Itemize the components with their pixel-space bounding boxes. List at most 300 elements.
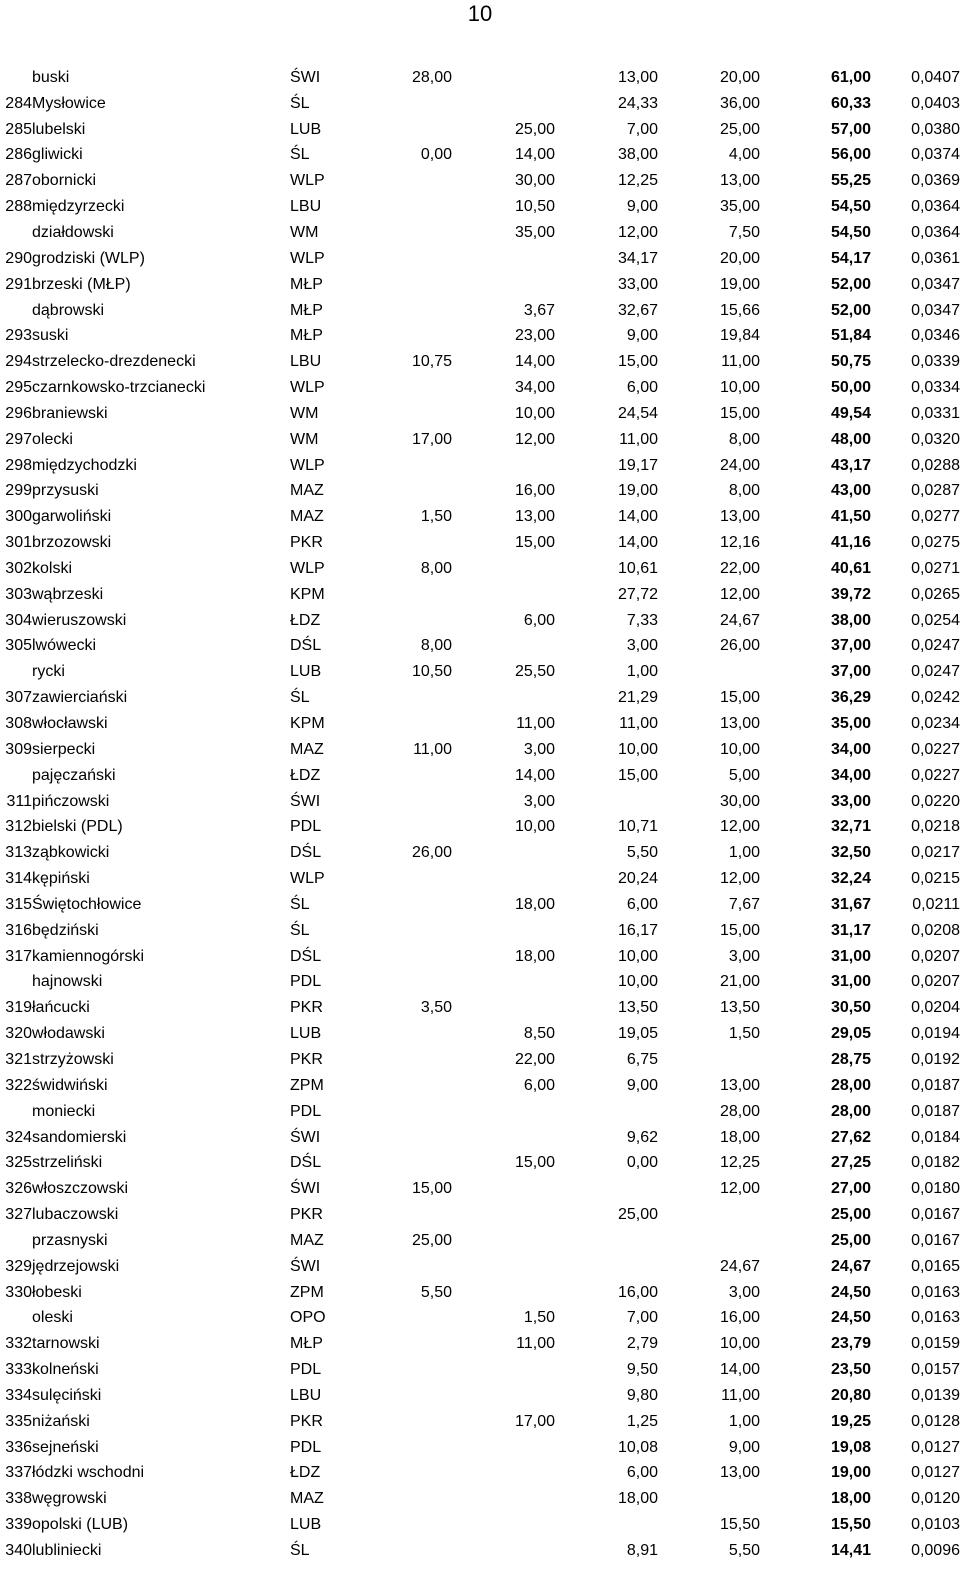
region-code-cell: DŚL: [290, 844, 322, 862]
value-3-cell: 9,50: [626, 1361, 658, 1379]
region-code-cell: WM: [290, 430, 319, 448]
rank-cell: [0, 1306, 32, 1332]
county-name-cell: lubaczowski: [32, 1206, 119, 1224]
value-3-cell: 13,00: [617, 68, 658, 86]
table-row: [0, 918, 960, 944]
region-code-cell: ŚWI: [290, 1180, 321, 1198]
region-code-cell: WLP: [290, 870, 325, 888]
value-4-cell: 24,67: [719, 1257, 760, 1275]
rank-cell: 313: [5, 844, 32, 862]
share-cell: 0,0139: [911, 1386, 960, 1404]
value-1-cell: 8,00: [420, 559, 452, 577]
county-name-cell: buski: [32, 68, 70, 86]
value-1-cell: [395, 1073, 452, 1099]
value-4-cell: 18,00: [719, 1128, 760, 1146]
value-2-cell: [452, 918, 555, 944]
value-4-cell: 19,00: [719, 275, 760, 293]
value-1-cell: 3,50: [420, 999, 452, 1017]
region-code-cell: PDL: [290, 1438, 322, 1456]
table-row: [0, 375, 960, 401]
total-cell: 35,00: [830, 715, 871, 733]
value-4-cell: 30,00: [719, 792, 760, 810]
region-code-cell: ZPM: [290, 1076, 324, 1094]
share-cell: 0,0234: [911, 715, 960, 733]
rank-cell: [0, 1228, 32, 1254]
value-1-cell: 0,00: [420, 146, 452, 164]
value-2-cell: [452, 1512, 555, 1538]
total-cell: 61,00: [830, 68, 871, 86]
table-row: [0, 1435, 960, 1461]
total-cell: 37,00: [830, 663, 871, 681]
value-2-cell: 22,00: [514, 1050, 555, 1068]
rank-cell: 316: [5, 921, 32, 939]
table-row: [0, 479, 960, 505]
share-cell: 0,0208: [911, 921, 960, 939]
table-row: [0, 763, 960, 789]
value-3-cell: 7,00: [626, 120, 658, 138]
share-cell: 0,0103: [911, 1516, 960, 1534]
value-4-cell: 13,00: [719, 172, 760, 190]
value-3-cell: 14,00: [617, 508, 658, 526]
share-cell: 0,0120: [911, 1490, 960, 1508]
table-row: [0, 349, 960, 375]
value-3-cell: 9,00: [626, 327, 658, 345]
share-cell: 0,0287: [911, 482, 960, 500]
share-cell: 0,0247: [911, 637, 960, 655]
value-2-cell: [452, 91, 555, 117]
value-3-cell: 20,24: [617, 870, 658, 888]
county-name-cell: sandomierski: [32, 1128, 127, 1146]
value-2-cell: [452, 1461, 555, 1487]
value-4-cell: 7,67: [728, 895, 760, 913]
rank-cell: 320: [5, 1025, 32, 1043]
share-cell: 0,0187: [911, 1076, 960, 1094]
county-name-cell: włocławski: [32, 715, 108, 733]
share-cell: 0,0207: [911, 973, 960, 991]
region-code-cell: MŁP: [290, 275, 323, 293]
table-row: [0, 789, 960, 815]
share-cell: 0,0167: [911, 1231, 960, 1249]
county-name-cell: bielski (PDL): [32, 818, 123, 836]
value-1-cell: [395, 608, 452, 634]
value-1-cell: [395, 375, 452, 401]
county-name-cell: międzyrzecki: [32, 198, 125, 216]
county-name-cell: będziński: [32, 921, 99, 939]
rank-cell: 291: [5, 275, 32, 293]
county-name-cell: obornicki: [32, 172, 97, 190]
share-cell: 0,0128: [911, 1412, 960, 1430]
table-row: [0, 530, 960, 556]
value-2-cell: [452, 1125, 555, 1151]
value-3-cell: 16,17: [617, 921, 658, 939]
rank-cell: 339: [5, 1516, 32, 1534]
value-2-cell: 18,00: [514, 947, 555, 965]
value-3-cell: [555, 1254, 658, 1280]
share-cell: 0,0277: [911, 508, 960, 526]
county-name-cell: sulęciński: [32, 1386, 102, 1404]
region-code-cell: MAZ: [290, 508, 324, 526]
county-name-cell: brzozowski: [32, 534, 112, 552]
value-2-cell: 12,00: [514, 430, 555, 448]
region-code-cell: WM: [290, 223, 319, 241]
rank-cell: [0, 1099, 32, 1125]
share-cell: 0,0180: [911, 1180, 960, 1198]
total-cell: 43,17: [830, 456, 871, 474]
rank-cell: 290: [5, 249, 32, 267]
value-1-cell: 10,50: [411, 663, 452, 681]
region-code-cell: ŁDZ: [290, 766, 321, 784]
region-code-cell: DŚL: [290, 637, 322, 655]
value-4-cell: 35,00: [719, 198, 760, 216]
county-name-cell: moniecki: [32, 1102, 96, 1120]
table-row: [0, 1280, 960, 1306]
value-3-cell: 10,00: [617, 973, 658, 991]
value-2-cell: 13,00: [514, 508, 555, 526]
table-row: [0, 1538, 960, 1564]
share-cell: 0,0288: [911, 456, 960, 474]
value-2-cell: [452, 970, 555, 996]
total-cell: 60,33: [830, 94, 871, 112]
value-3-cell: 25,00: [617, 1206, 658, 1224]
value-2-cell: 3,00: [523, 740, 555, 758]
county-name-cell: włodawski: [32, 1025, 105, 1043]
share-cell: 0,0204: [911, 999, 960, 1017]
county-name-cell: pińczowski: [32, 792, 110, 810]
total-cell: 41,50: [830, 508, 871, 526]
total-cell: 34,00: [830, 766, 871, 784]
county-name-cell: wieruszowski: [32, 611, 127, 629]
value-4-cell: [658, 1228, 760, 1254]
rank-cell: 297: [5, 430, 32, 448]
rank-cell: 319: [5, 999, 32, 1017]
value-4-cell: 8,00: [728, 482, 760, 500]
value-4-cell: 13,00: [719, 715, 760, 733]
county-name-cell: lwówecki: [32, 637, 97, 655]
value-3-cell: 1,25: [626, 1412, 658, 1430]
value-2-cell: 16,00: [514, 482, 555, 500]
table-row: [0, 866, 960, 892]
table-row: [0, 1021, 960, 1047]
value-1-cell: [395, 168, 452, 194]
value-4-cell: 10,00: [719, 1335, 760, 1353]
value-1-cell: 17,00: [411, 430, 452, 448]
table-row: [0, 995, 960, 1021]
value-1-cell: [395, 91, 452, 117]
value-1-cell: [395, 1383, 452, 1409]
value-1-cell: [395, 246, 452, 272]
total-cell: 32,50: [830, 844, 871, 862]
rank-cell: 315: [5, 895, 32, 913]
total-cell: 57,00: [830, 120, 871, 138]
region-code-cell: ŚL: [290, 921, 310, 939]
region-code-cell: KPM: [290, 715, 325, 733]
rank-cell: 302: [5, 559, 32, 577]
value-4-cell: [658, 659, 760, 685]
value-3-cell: 15,00: [617, 766, 658, 784]
rank-cell: 334: [5, 1386, 32, 1404]
share-cell: 0,0217: [911, 844, 960, 862]
table-row: [0, 608, 960, 634]
rank-cell: 338: [5, 1490, 32, 1508]
county-name-cell: kamiennogórski: [32, 947, 145, 965]
rank-cell: 321: [5, 1050, 32, 1068]
table-row: [0, 944, 960, 970]
value-1-cell: [395, 1021, 452, 1047]
value-2-cell: 34,00: [514, 379, 555, 397]
value-3-cell: 6,00: [626, 379, 658, 397]
rank-cell: 312: [5, 818, 32, 836]
region-code-cell: MŁP: [290, 301, 323, 319]
rank-cell: [0, 298, 32, 324]
county-name-cell: suski: [32, 327, 69, 345]
total-cell: 38,00: [830, 611, 871, 629]
region-code-cell: PDL: [290, 818, 322, 836]
region-code-cell: PKR: [290, 534, 323, 552]
region-code-cell: ZPM: [290, 1283, 324, 1301]
table-row: [0, 737, 960, 763]
table-row: [0, 634, 960, 660]
region-code-cell: DŚL: [290, 947, 322, 965]
value-3-cell: 27,72: [617, 585, 658, 603]
county-name-cell: czarnkowsko-trzcianecki: [32, 379, 206, 397]
region-code-cell: WM: [290, 404, 319, 422]
county-name-cell: garwoliński: [32, 508, 112, 526]
value-2-cell: 15,00: [514, 534, 555, 552]
county-name-cell: świdwiński: [32, 1076, 108, 1094]
table-row: [0, 556, 960, 582]
value-1-cell: [395, 1461, 452, 1487]
county-name-cell: kolski: [32, 559, 73, 577]
table-row: [0, 246, 960, 272]
value-1-cell: [395, 117, 452, 143]
value-3-cell: 10,61: [617, 559, 658, 577]
total-cell: 54,50: [830, 223, 871, 241]
value-1-cell: 11,00: [413, 740, 452, 758]
table-row: [0, 194, 960, 220]
value-2-cell: 15,00: [514, 1154, 555, 1172]
rank-cell: [0, 659, 32, 685]
value-4-cell: 25,00: [719, 120, 760, 138]
value-1-cell: [395, 1254, 452, 1280]
value-4-cell: 1,00: [728, 1412, 760, 1430]
total-cell: 33,00: [830, 792, 871, 810]
total-cell: 54,50: [830, 198, 871, 216]
region-code-cell: LUB: [290, 1516, 322, 1534]
county-name-cell: sejneński: [32, 1438, 99, 1456]
county-name-cell: przasnyski: [32, 1231, 108, 1249]
value-1-cell: [395, 763, 452, 789]
value-1-cell: [395, 944, 452, 970]
value-3-cell: 6,00: [626, 1464, 658, 1482]
total-cell: 51,84: [830, 327, 871, 345]
region-code-cell: LUB: [290, 663, 322, 681]
value-2-cell: 14,00: [514, 353, 555, 371]
value-3-cell: 21,29: [617, 689, 658, 707]
value-4-cell: 10,00: [719, 379, 760, 397]
table-row: [0, 401, 960, 427]
table-row: [0, 143, 960, 169]
share-cell: 0,0192: [911, 1050, 960, 1068]
table-row: [0, 711, 960, 737]
table-row: [0, 582, 960, 608]
value-3-cell: 38,00: [617, 146, 658, 164]
table-row: [0, 168, 960, 194]
rank-cell: 326: [5, 1180, 32, 1198]
value-4-cell: 12,00: [719, 870, 760, 888]
value-2-cell: 11,00: [516, 715, 555, 733]
value-4-cell: 12,00: [719, 818, 760, 836]
value-4-cell: 15,00: [719, 404, 760, 422]
value-3-cell: 12,25: [617, 172, 658, 190]
value-1-cell: 8,00: [420, 637, 452, 655]
total-cell: 54,17: [830, 249, 871, 267]
share-cell: 0,0364: [911, 223, 960, 241]
rank-cell: [0, 220, 32, 246]
total-cell: 30,50: [830, 999, 871, 1017]
table-row: [0, 1357, 960, 1383]
value-3-cell: 10,08: [617, 1438, 658, 1456]
share-cell: 0,0163: [911, 1309, 960, 1327]
table-row: [0, 685, 960, 711]
value-3-cell: 13,50: [617, 999, 658, 1017]
total-cell: 18,00: [830, 1490, 871, 1508]
value-3-cell: 9,00: [626, 198, 658, 216]
rank-cell: 287: [5, 172, 32, 190]
rank-cell: 301: [5, 534, 32, 552]
value-2-cell: 25,00: [514, 120, 555, 138]
total-cell: 27,25: [830, 1154, 871, 1172]
table-row: [0, 1461, 960, 1487]
region-code-cell: WLP: [290, 456, 325, 474]
total-cell: 52,00: [830, 275, 871, 293]
table-row: [0, 453, 960, 479]
value-2-cell: [452, 246, 555, 272]
value-1-cell: [395, 1357, 452, 1383]
county-name-cell: hajnowski: [32, 973, 103, 991]
value-4-cell: 13,00: [719, 1464, 760, 1482]
value-1-cell: [395, 789, 452, 815]
value-3-cell: 12,00: [617, 223, 658, 241]
rank-cell: [0, 65, 32, 91]
value-4-cell: 15,00: [719, 689, 760, 707]
rank-cell: 325: [5, 1154, 32, 1172]
value-3-cell: 6,00: [626, 895, 658, 913]
rank-cell: 284: [5, 94, 32, 112]
region-code-cell: MAZ: [290, 740, 324, 758]
rank-cell: 285: [5, 120, 32, 138]
share-cell: 0,0227: [911, 766, 960, 784]
total-cell: 25,00: [830, 1206, 871, 1224]
value-1-cell: 28,00: [411, 68, 452, 86]
value-4-cell: 5,50: [728, 1542, 760, 1560]
value-2-cell: [452, 634, 555, 660]
value-1-cell: [395, 866, 452, 892]
total-cell: 39,72: [830, 585, 871, 603]
rank-cell: 317: [5, 947, 32, 965]
value-3-cell: 24,54: [617, 404, 658, 422]
county-name-cell: grodziski (WLP): [32, 249, 145, 267]
county-name-cell: łańcucki: [32, 999, 90, 1017]
table-row: [0, 1047, 960, 1073]
total-cell: 43,00: [830, 482, 871, 500]
value-3-cell: 9,00: [626, 1076, 658, 1094]
total-cell: 37,00: [830, 637, 871, 655]
table-row: [0, 1331, 960, 1357]
county-name-cell: łobeski: [32, 1283, 82, 1301]
region-code-cell: LUB: [290, 120, 322, 138]
value-2-cell: [452, 1176, 555, 1202]
total-cell: 32,71: [830, 818, 871, 836]
rank-cell: 337: [5, 1464, 32, 1482]
share-cell: 0,0242: [911, 689, 960, 707]
region-code-cell: WLP: [290, 172, 325, 190]
county-name-cell: pajęczański: [32, 766, 116, 784]
value-4-cell: 9,00: [728, 1438, 760, 1456]
table-row: [0, 840, 960, 866]
value-4-cell: 11,00: [721, 353, 760, 371]
value-4-cell: 15,66: [719, 301, 760, 319]
region-code-cell: LBU: [290, 1386, 322, 1404]
value-1-cell: [395, 1486, 452, 1512]
share-cell: 0,0207: [911, 947, 960, 965]
region-code-cell: ŚL: [290, 1542, 310, 1560]
value-4-cell: 3,00: [728, 947, 760, 965]
value-1-cell: [395, 1202, 452, 1228]
total-cell: 31,00: [830, 947, 871, 965]
county-name-cell: zawierciański: [32, 689, 128, 707]
share-cell: 0,0127: [911, 1438, 960, 1456]
county-name-cell: strzeliński: [32, 1154, 103, 1172]
table-row: [0, 298, 960, 324]
table-row: [0, 65, 960, 91]
total-cell: 36,29: [830, 689, 871, 707]
value-2-cell: 1,50: [523, 1309, 555, 1327]
table-row: [0, 91, 960, 117]
value-1-cell: 15,00: [411, 1180, 452, 1198]
total-cell: 31,00: [830, 973, 871, 991]
value-4-cell: 4,00: [728, 146, 760, 164]
rank-cell: [0, 970, 32, 996]
share-cell: 0,0347: [911, 275, 960, 293]
county-name-cell: olecki: [32, 430, 73, 448]
share-cell: 0,0380: [911, 120, 960, 138]
value-1-cell: 1,50: [420, 508, 452, 526]
value-2-cell: [452, 65, 555, 91]
value-2-cell: [452, 272, 555, 298]
ranking-table: [0, 65, 960, 1564]
total-cell: 31,67: [830, 895, 871, 913]
value-2-cell: [452, 866, 555, 892]
rank-cell: 309: [5, 740, 32, 758]
county-name-cell: tarnowski: [32, 1335, 100, 1353]
value-3-cell: 10,71: [617, 818, 658, 836]
table-row: [0, 1512, 960, 1538]
value-2-cell: 3,67: [523, 301, 555, 319]
value-4-cell: 12,25: [719, 1154, 760, 1172]
table-row: [0, 1125, 960, 1151]
county-name-cell: lubelski: [32, 120, 86, 138]
region-code-cell: LBU: [290, 353, 322, 371]
county-name-cell: oleski: [32, 1309, 73, 1327]
value-3-cell: 11,00: [619, 715, 658, 733]
value-4-cell: [658, 1047, 760, 1073]
value-1-cell: 5,50: [420, 1283, 452, 1301]
rank-cell: 327: [5, 1206, 32, 1224]
value-4-cell: 16,00: [719, 1309, 760, 1327]
share-cell: 0,0265: [911, 585, 960, 603]
value-4-cell: 20,00: [719, 68, 760, 86]
table-row: [0, 427, 960, 453]
